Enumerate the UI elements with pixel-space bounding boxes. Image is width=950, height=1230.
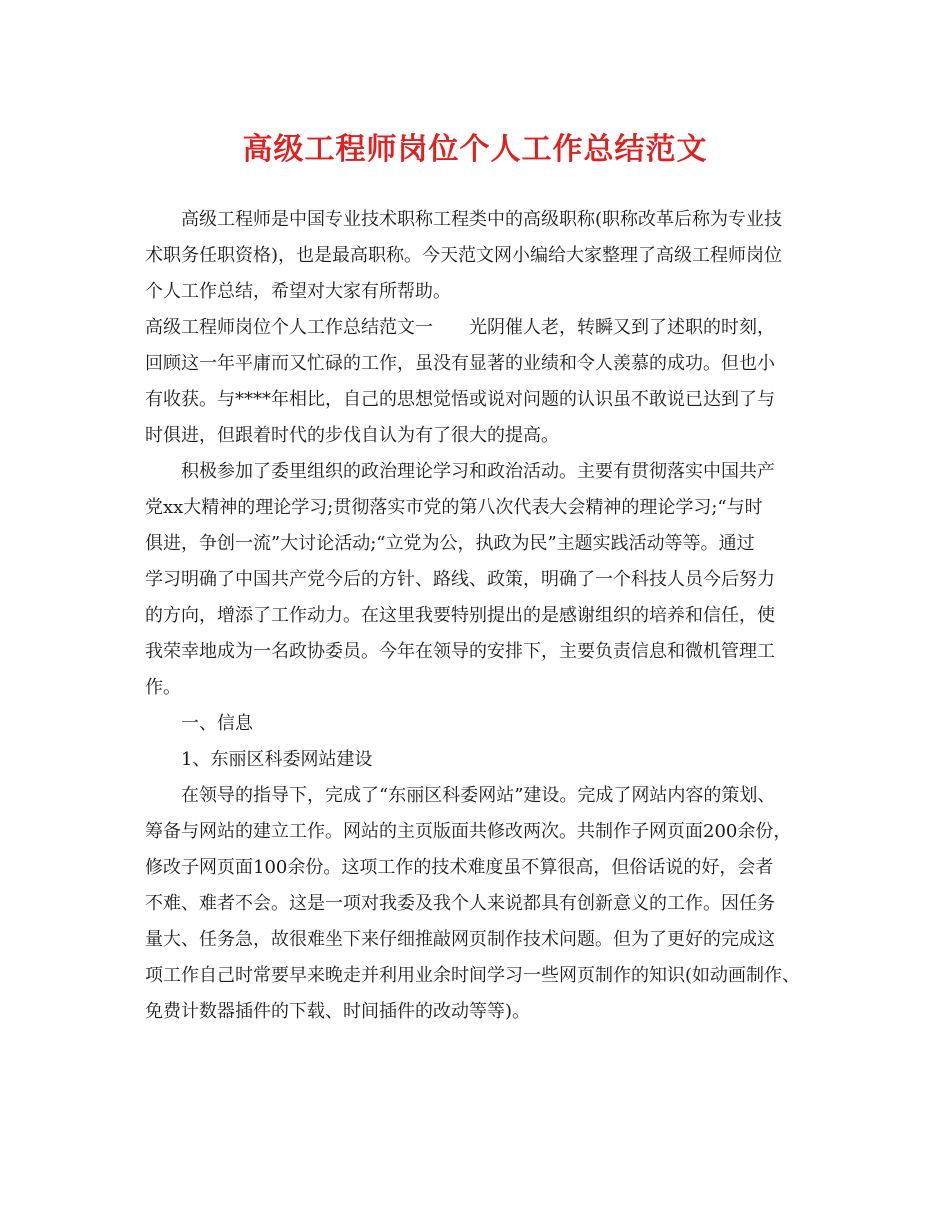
paragraph-line: 的方向，增添了工作动力。在这里我要特别提出的是感谢组织的培养和信任，使 [145, 605, 775, 626]
paragraph-line: 术职务任职资格)，也是最高职称。今天范文网小编给大家整理了高级工程师岗位 [145, 245, 783, 266]
paragraph-line: 我荣幸地成为一名政协委员。今年在领导的安排下，主要负责信息和微机管理工 [145, 641, 775, 662]
paragraph-line: 修改子网页面100余份。这项工作的技术难度虽不算很高，但俗话说的好，会者 [145, 857, 774, 878]
paragraph-line: 党xx大精神的理论学习;贯彻落实市党的第八次代表大会精神的理论学习;“与时 [145, 497, 763, 518]
section-heading: 一、信息 [181, 713, 253, 734]
paragraph-line: 高级工程师岗位个人工作总结范文一 光阴催人老，转瞬又到了述职的时刻， [145, 317, 775, 338]
paragraph-line: 回顾这一年平庸而又忙碌的工作，虽没有显著的业绩和令人羡慕的成功。但也小 [145, 353, 775, 374]
subsection-heading: 1、东丽区科委网站建设 [181, 749, 373, 770]
paragraph-line: 有收获。与****年相比，自己的思想觉悟或说对问题的认识虽不敢说已达到了与 [145, 389, 775, 410]
paragraph-line: 积极参加了委里组织的政治理论学习和政治活动。主要有贯彻落实中国共产 [181, 461, 775, 482]
paragraph-line: 高级工程师是中国专业技术职称工程类中的高级职称(职称改革后称为专业技 [181, 209, 783, 230]
paragraph-line: 俱进，争创一流”大讨论活动;“立党为公，执政为民”主题实践活动等等。通过 [145, 533, 755, 554]
paragraph-line: 作。 [145, 677, 181, 698]
paragraph-line: 在领导的指导下，完成了“东丽区科委网站”建设。完成了网站内容的策划、 [181, 785, 776, 806]
paragraph-line: 筹备与网站的建立工作。网站的主页版面共修改两次。共制作子网页面200余份， [145, 821, 792, 842]
paragraph-line: 量大、任务急，故很难坐下来仔细推敲网页制作技术问题。但为了更好的完成这 [145, 929, 775, 950]
paragraph-line: 项工作自己时常要早来晚走并利用业余时间学习一些网页制作的知识(如动画制作、 [145, 965, 801, 986]
paragraph-line: 时俱进，但跟着时代的步伐自认为有了很大的提高。 [145, 425, 559, 446]
paragraph-line: 不难、难者不会。这是一项对我委及我个人来说都具有创新意义的工作。因任务 [145, 893, 775, 914]
paragraph-line: 学习明确了中国共产党今后的方针、路线、政策，明确了一个科技人员今后努力 [145, 569, 775, 590]
paragraph-line: 免费计数器插件的下载、时间插件的改动等等)。 [145, 1001, 531, 1022]
document-title: 高级工程师岗位个人工作总结范文 [242, 132, 708, 167]
paragraph-line: 个人工作总结，希望对大家有所帮助。 [145, 281, 451, 302]
